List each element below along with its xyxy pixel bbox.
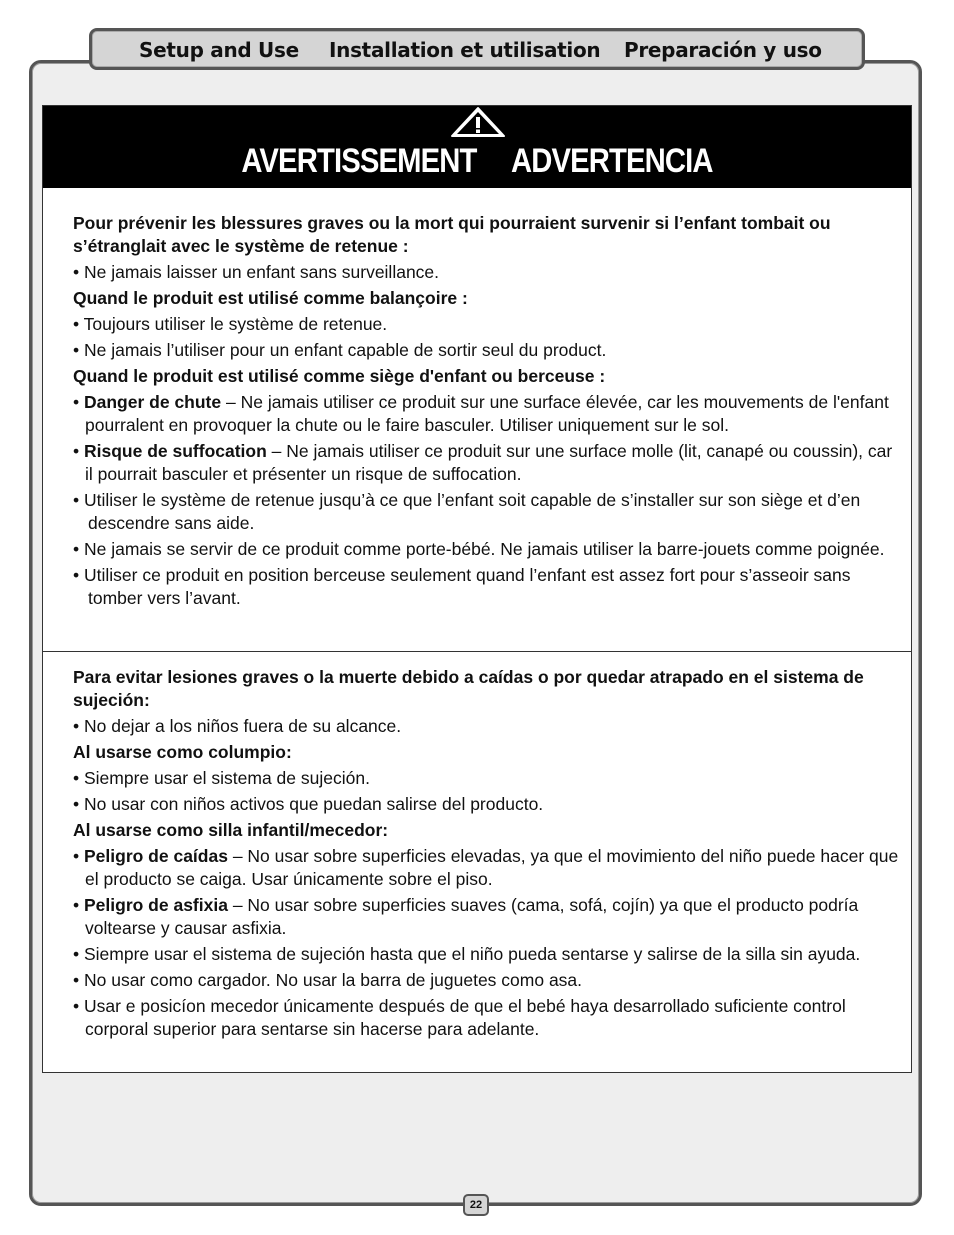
- warning-header: [43, 106, 911, 188]
- language-divider: [43, 651, 911, 652]
- es-bullet-4: • Peligro de caídas – No usar sobre superficies elevadas, ya que el movimiento del niño puede hacer que el producto se caiga. Usar únicamente sobre el piso.: [73, 846, 899, 889]
- fr-intro: Pour prévenir les blessures graves ou la mort qui pourraient survenir si l’enfant tombait ou s’étranglait avec le système de retenue :: [73, 213, 831, 256]
- es-bullet-3: • No usar con niños activos que puedan salirse del producto.: [73, 794, 544, 814]
- fr-bullet-6: • Utiliser le système de retenue jusqu’à ce que l’enfant soit capable de s’installer sur son siège et d’en descendre sans aide.: [73, 490, 861, 533]
- es-bullet-5: • Peligro de asfixia – No usar sobre superficies suaves (cama, sofá, cojín) ya que el producto podría voltearse y causar asfixia.: [73, 895, 859, 938]
- es-bullet-7: • No usar como cargador. No usar la barra de juguetes como asa.: [73, 970, 583, 990]
- es-bullet-2: • Siempre usar el sistema de sujeción.: [73, 768, 370, 788]
- warning-title-es: ADVERTENCIA: [510, 142, 713, 180]
- fr-seat-heading: Quand le produit est utilisé comme siège d'enfant ou berceuse :: [73, 366, 606, 386]
- section-header-tab: [89, 28, 865, 70]
- es-bullet-4-label: Peligro de caídas: [84, 846, 228, 866]
- spanish-warning-section: [73, 666, 903, 1044]
- warning-triangle-icon: [450, 106, 506, 138]
- fr-bullet-5-label: Risque de suffocation: [84, 441, 267, 461]
- header-title-en: Setup and Use: [139, 38, 299, 62]
- es-swing-heading: Al usarse como columpio:: [73, 742, 292, 762]
- fr-swing-heading: Quand le produit est utilisé comme balançoire :: [73, 288, 468, 308]
- es-intro: Para evitar lesiones graves o la muerte debido a caídas o por quedar atrapado en el sistema de sujeción:: [73, 667, 864, 710]
- fr-bullet-4: • Danger de chute – Ne jamais utiliser ce produit sur une surface élevée, car les mouvements de l'enfant pourralent en provoquer la chute ou le faire basculer. Utiliser uniquement sur le sol.: [73, 392, 889, 435]
- fr-bullet-7: • Ne jamais se servir de ce produit comme porte-bébé. Ne jamais utiliser la barre-jouets comme poignée.: [73, 539, 885, 559]
- es-seat-heading: Al usarse como silla infantil/mecedor:: [73, 820, 389, 840]
- es-bullet-4-text: – No usar sobre superficies elevadas, ya que el movimiento del niño puede hacer que el producto se caiga. Usar únicamente sobre el piso.: [85, 846, 899, 889]
- fr-bullet-8: • Utiliser ce produit en position berceuse seulement quand l’enfant est assez fort pour s’asseoir sans tomber vers l’avant.: [73, 565, 851, 608]
- es-bullet-5-label: Peligro de asfixia: [84, 895, 228, 915]
- header-title-es: Preparación y uso: [624, 38, 822, 62]
- fr-bullet-2: • Toujours utiliser le système de retenue.: [73, 314, 388, 334]
- es-bullet-1: • No dejar a los niños fuera de su alcance.: [73, 716, 402, 736]
- warning-title: [104, 142, 850, 181]
- es-bullet-6: • Siempre usar el sistema de sujeción hasta que el niño pueda sentarse y salirse de la silla sin ayuda.: [73, 944, 861, 964]
- fr-bullet-4-text: – Ne jamais utiliser ce produit sur une surface élevée, car les mouvements de l'enfant pourralent en provoquer la chute ou le faire basculer. Utiliser uniquement sur le sol.: [85, 392, 889, 435]
- fr-bullet-5-text: – Ne jamais utiliser ce produit sur une surface molle (lit, canapé ou coussin), car il pourrait basculer et présenter un risque de suffocation.: [85, 441, 893, 484]
- fr-bullet-5: • Risque de suffocation – Ne jamais utiliser ce produit sur une surface molle (lit, canapé ou coussin), car il pourrait basculer et présenter un risque de suffocation.: [73, 441, 893, 484]
- warning-box: [42, 105, 912, 1073]
- fr-bullet-4-label: Danger de chute: [84, 392, 222, 412]
- es-bullet-8: • Usar e posicíon mecedor únicamente después de que el bebé haya desarrollado suficiente control corporal superior para sentarse sin hacerse para adelante.: [73, 996, 846, 1039]
- french-warning-section: [73, 212, 903, 613]
- fr-bullet-1: • Ne jamais laisser un enfant sans surveillance.: [73, 262, 440, 282]
- page-number: 22: [463, 1194, 489, 1216]
- warning-title-fr: AVERTISSEMENT: [241, 142, 477, 180]
- header-title-fr: Installation et utilisation: [329, 38, 601, 62]
- es-bullet-5-text: – No usar sobre superficies suaves (cama, sofá, cojín) ya que el producto podría voltearse y causar asfixia.: [85, 895, 859, 938]
- fr-bullet-3: • Ne jamais l’utiliser pour un enfant capable de sortir seul du product.: [73, 340, 607, 360]
